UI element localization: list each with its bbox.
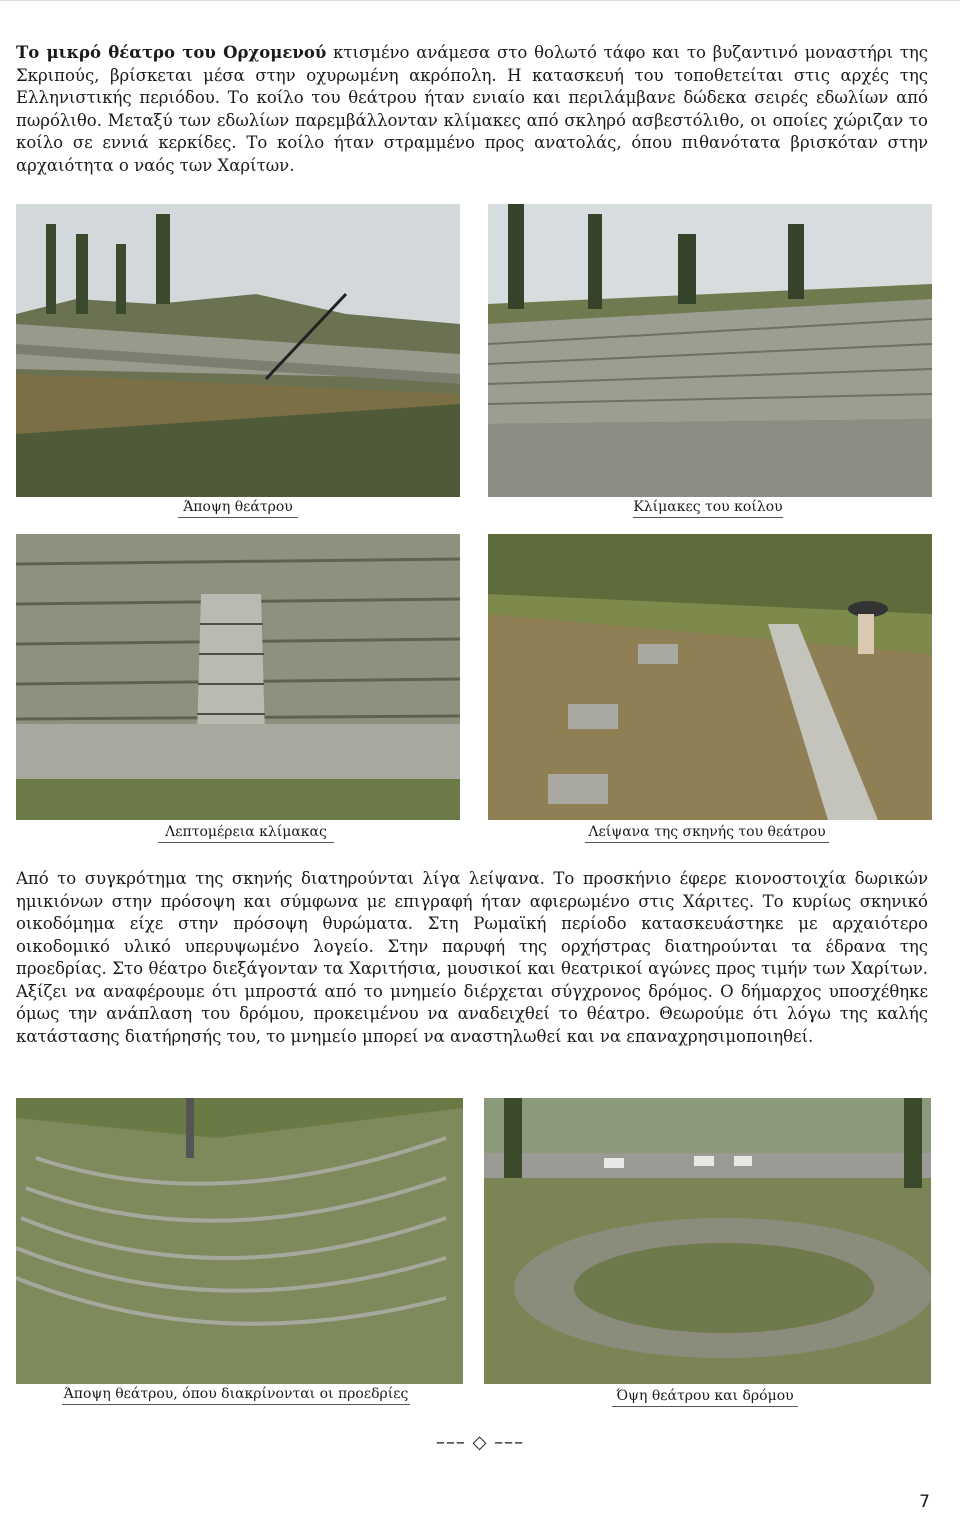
intro-bold-title: Το μικρό θέατρο του Ορχομενού	[16, 43, 327, 62]
section-end-ornament: ––– ◇ –––	[435, 1432, 525, 1453]
photo-koilon-stairs	[488, 204, 932, 497]
page-number: 7	[919, 1492, 930, 1512]
photo-caption-2: Κλίμακες του κοίλου	[633, 498, 783, 518]
photo-caption-6: Όψη θεάτρου και δρόμου	[612, 1387, 798, 1407]
photo-caption-5: Άποψη θεάτρου, όπου διακρίνονται οι προεδρίες	[62, 1385, 410, 1405]
intro-text: κτισμένο ανάμεσα στο θολωτό τάφο και το βυζαντινό μοναστήρι της Σκριπούς, βρίσκεται μέσα στην οχυρωμένη ακρόπολη. Η κατασκευή του τοποθετείται στις αρχές της Ελληνιστικής περιόδου. Το κοίλο του θεάτρου ήταν ενιαίο και περιλάμβανε δώδεκα σειρές εδωλίων από πωρόλιθο. Μεταξύ των εδωλίων παρεμβάλλονταν κλίμακες από σκληρό ασβεστόλιθο, οι οποίες χώριζαν το κοίλο σε εννιά κερκίδες. Το κοίλο ήταν στραμμένο προς ανατολάς, όπου πιθανότατα βρισκόταν στην αρχαιότητα ο ναός των Χαρίτων.	[16, 43, 928, 175]
photo-theatre-view	[16, 204, 460, 497]
photo-scene-remains	[488, 534, 932, 820]
top-rule	[0, 0, 960, 1]
photo-caption-1: Άποψη θεάτρου	[178, 498, 298, 518]
middle-paragraph: Από το συγκρότημα της σκηνής διατηρούνται λίγα λείψανα. Το προσκήνιο έφερε κιονοστοιχία δωρικών ημικιόνων στην πρόσοψη και σύμφωνα με επιγραφή ήταν αφιερωμένο στις Χάριτες. Το κυρίως σκηνικό οικοδόμημα είχε στην πρόσοψη θυρώματα. Στη Ρωμαϊκή περίοδο κατασκευάστηκε με αρχαιότερο οικοδομικό υλικό υπερυψωμένο λογείο. Στην παρυφή της ορχήστρας διατηρούνται τα έδρανα της προεδρίας. Στο θέατρο διεξάγονταν τα Χαριτήσια, μουσικοί και θεατρικοί αγώνες προς τιμήν των Χαρίτων. Αξίζει να αναφέρουμε ότι μπροστά από το μνημείο διέρχεται σύγχρονος δρόμος. Ο δήμαρχος υποσχέθηκε όμως την ανάπλαση του δρόμου, προκειμένου να αναδειχθεί το θέατρο. Θεωρούμε ότι λόγω της καλής κατάστασης διατήρησής του, το μνημείο μπορεί να αναστηλωθεί και να επαναχρησιμοποιηθεί.	[16, 869, 928, 1046]
photo-caption-3: Λεπτομέρεια κλίμακας	[158, 823, 334, 843]
photo-stair-detail	[16, 534, 460, 820]
photo-caption-4: Λείψανα της σκηνής του θεάτρου	[585, 823, 829, 843]
intro-paragraph	[16, 42, 928, 177]
photo-proedries-view	[16, 1098, 463, 1384]
photo-theatre-road	[484, 1098, 931, 1384]
